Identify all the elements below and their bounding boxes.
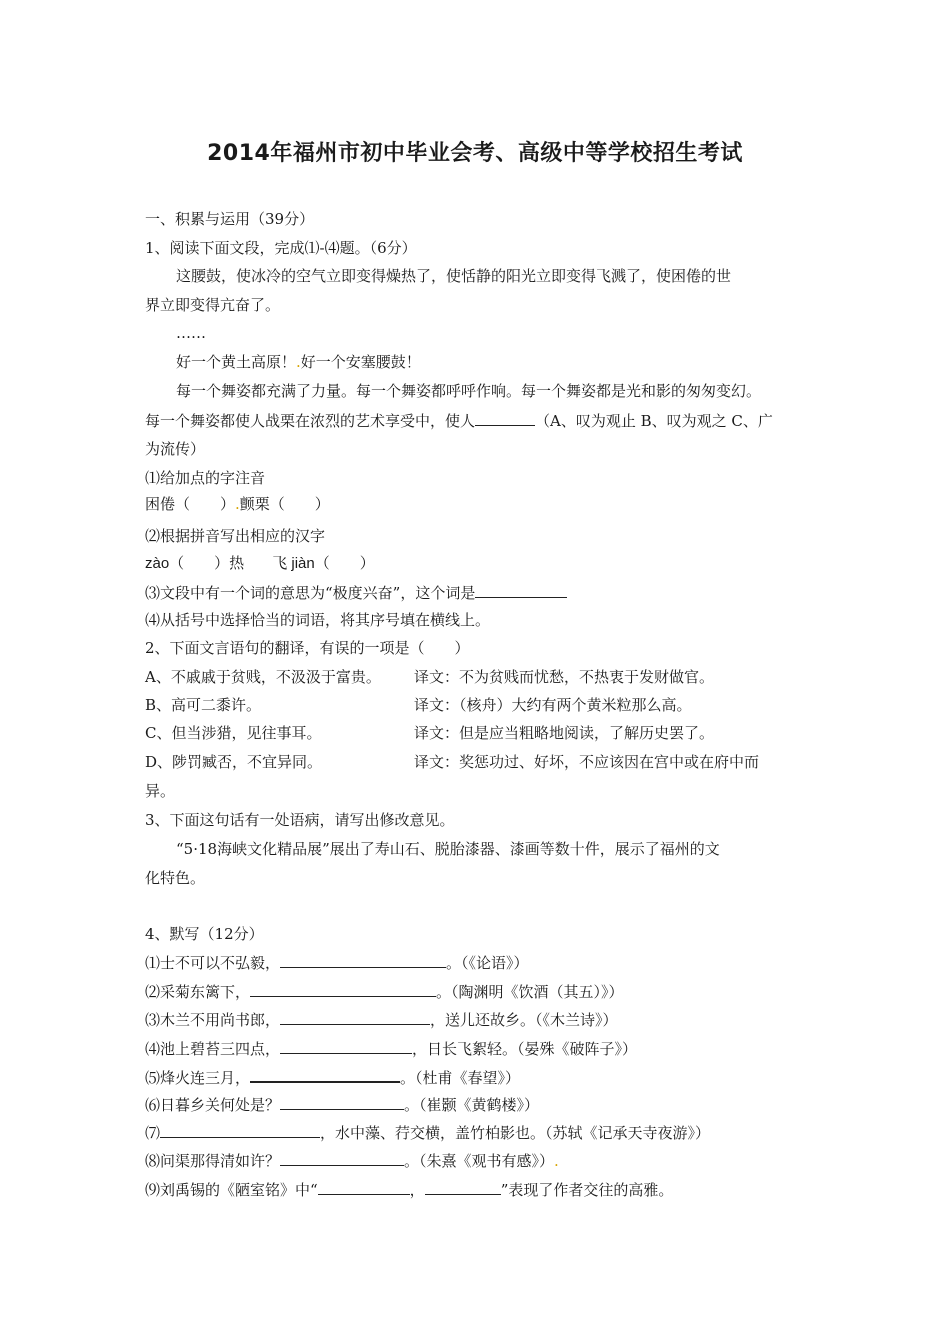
passage-exclaim-1: 好一个黄土高原！ — [176, 353, 297, 371]
option-source: D、陟罚臧否，不宜异同。 — [145, 753, 323, 771]
emphasis-dot: . — [296, 353, 301, 371]
hanzi-line — [145, 554, 375, 574]
answer-blank[interactable] — [280, 1038, 412, 1054]
pinyin-item: 困倦（ ） — [145, 495, 236, 513]
recitation-item — [145, 1150, 559, 1171]
sub-question-2: ⑵根据拼音写出相应的汉字 — [145, 527, 326, 545]
recitation-item — [145, 1094, 539, 1115]
passage-text: 每一个舞姿都使人战栗在浓烈的艺术享受中，使人 — [145, 412, 476, 430]
option-translation: 译文：（核舟）大约有两个黄米粒那么高。 — [414, 696, 692, 714]
recitation-item — [145, 981, 624, 1002]
pinyin-item: 颤栗（ ） — [239, 495, 330, 513]
answer-blank[interactable] — [280, 1094, 404, 1110]
recitation-prompt: ⑴士不可以不弘毅， — [145, 954, 281, 972]
recitation-source: 。（朱熹《观书有感》） — [404, 1152, 555, 1170]
recitation-source: ，日长飞絮轻。（晏殊《破阵子》） — [412, 1040, 638, 1058]
option-source: C、但当涉猎，见往事耳。 — [145, 724, 322, 742]
recitation-item — [145, 952, 529, 973]
recitation-source: 。（陶渊明《饮酒（其五）》） — [436, 983, 624, 1001]
recitation-prompt: ⑷池上碧苔三四点， — [145, 1040, 281, 1058]
answer-blank[interactable] — [425, 1179, 501, 1195]
hanzi-item: zào（ ）热 — [145, 555, 245, 572]
passage-line — [176, 352, 421, 372]
answer-blank[interactable] — [318, 1179, 410, 1195]
sub-question-text: ⑶文段中有一个词的意思为“极度兴奋”，这个词是 — [145, 584, 476, 602]
passage-line: 为流传） — [145, 440, 206, 458]
emphasis-dot: . — [235, 495, 240, 513]
recitation-source: 。（崔颢《黄鹤楼》） — [404, 1096, 540, 1114]
sub-question-3 — [145, 582, 567, 603]
choice-options: （A、叹为观止 B、叹为观之 C、广 — [535, 412, 773, 430]
page-title: 2014年福州市初中毕业会考、高级中等学校招生考试 — [207, 141, 743, 166]
recitation-prompt: ⑸烽火连三月， — [145, 1069, 251, 1087]
pinyin-line — [145, 494, 330, 514]
question-3-heading: 3、下面这句话有一处语病，请写出修改意见。 — [145, 811, 455, 829]
recitation-source: ，水中藻、荇交横，盖竹柏影也。（苏轼《记承天寺夜游》） — [320, 1124, 711, 1142]
recitation-item — [145, 1179, 673, 1200]
option-continuation: 异。 — [145, 782, 176, 800]
recitation-source: 。（《论语》） — [446, 954, 529, 972]
section-heading: 一、积累与运用（39分） — [145, 210, 315, 228]
recitation-prompt: ⑻问渠那得清如许？ — [145, 1152, 281, 1170]
question-4-heading: 4、默写（12分） — [145, 925, 264, 943]
option-source: B、高可二黍许。 — [145, 696, 262, 714]
passage-line: 这腰鼓，使冰冷的空气立即变得燥热了，使恬静的阳光立即变得飞溅了，使困倦的世 — [176, 267, 732, 285]
option-source: A、不戚戚于贫贱，不汲汲于富贵。 — [145, 668, 381, 686]
answer-blank[interactable] — [250, 981, 436, 997]
emphasis-dot: . — [554, 1152, 559, 1170]
recitation-prompt: ⑵采菊东篱下， — [145, 983, 251, 1001]
recitation-prompt: ⑹日暮乡关何处是？ — [145, 1096, 281, 1114]
recitation-source: ”表现了作者交往的高雅。 — [500, 1181, 674, 1199]
passage-ellipsis: …… — [176, 324, 206, 342]
option-translation: 译文：奖惩功过、好坏，不应该因在宫中或在府中而 — [414, 753, 760, 771]
recitation-item — [145, 1009, 618, 1030]
answer-blank[interactable] — [250, 1066, 400, 1083]
question-1-heading: 1、阅读下面文段，完成⑴-⑷题。（6分） — [145, 239, 417, 257]
passage-line: “5·18海峡文化精品展”展出了寿山石、脱胎漆器、漆画等数十件，展示了福州的文 — [176, 840, 720, 858]
answer-blank[interactable] — [160, 1122, 320, 1138]
hanzi-item: 飞 jiàn（ ） — [272, 555, 375, 572]
recitation-source: ，送儿还故乡。（《木兰诗》） — [430, 1011, 618, 1029]
answer-blank[interactable] — [475, 410, 535, 426]
answer-blank[interactable] — [280, 1009, 430, 1025]
option-translation: 译文：不为贫贱而忧愁，不热衷于发财做官。 — [414, 668, 715, 686]
passage-exclaim-2: 好一个安塞腰鼓！ — [300, 353, 421, 371]
answer-blank[interactable] — [280, 1150, 404, 1166]
recitation-source: 。（杜甫《春望》） — [400, 1069, 521, 1087]
answer-blank[interactable] — [475, 582, 567, 598]
passage-line: 每一个舞姿都充满了力量。每一个舞姿都呼呼作响。每一个舞姿都是光和影的匆匆变幻。 — [176, 382, 762, 400]
recitation-prompt: ⑺ — [145, 1124, 161, 1142]
sub-question-4: ⑷从括号中选择恰当的词语，将其序号填在横线上。 — [145, 611, 491, 629]
answer-blank[interactable] — [280, 952, 446, 968]
passage-line: 化特色。 — [145, 869, 206, 887]
recitation-separator: ， — [409, 1181, 425, 1199]
recitation-prompt: ⑼刘禹锡的《陋室铭》中“ — [145, 1181, 318, 1199]
recitation-item — [145, 1038, 637, 1059]
sub-question-1: ⑴给加点的字注音 — [145, 469, 266, 487]
passage-line: 界立即变得亢奋了。 — [145, 296, 281, 314]
passage-line — [145, 410, 773, 431]
recitation-item — [145, 1066, 520, 1088]
option-translation: 译文：但是应当粗略地阅读，了解历史罢了。 — [414, 724, 715, 742]
recitation-item — [145, 1122, 710, 1143]
question-2-heading: 2、下面文言语句的翻译，有误的一项是（ ） — [145, 639, 470, 657]
recitation-prompt: ⑶木兰不用尚书郎， — [145, 1011, 281, 1029]
